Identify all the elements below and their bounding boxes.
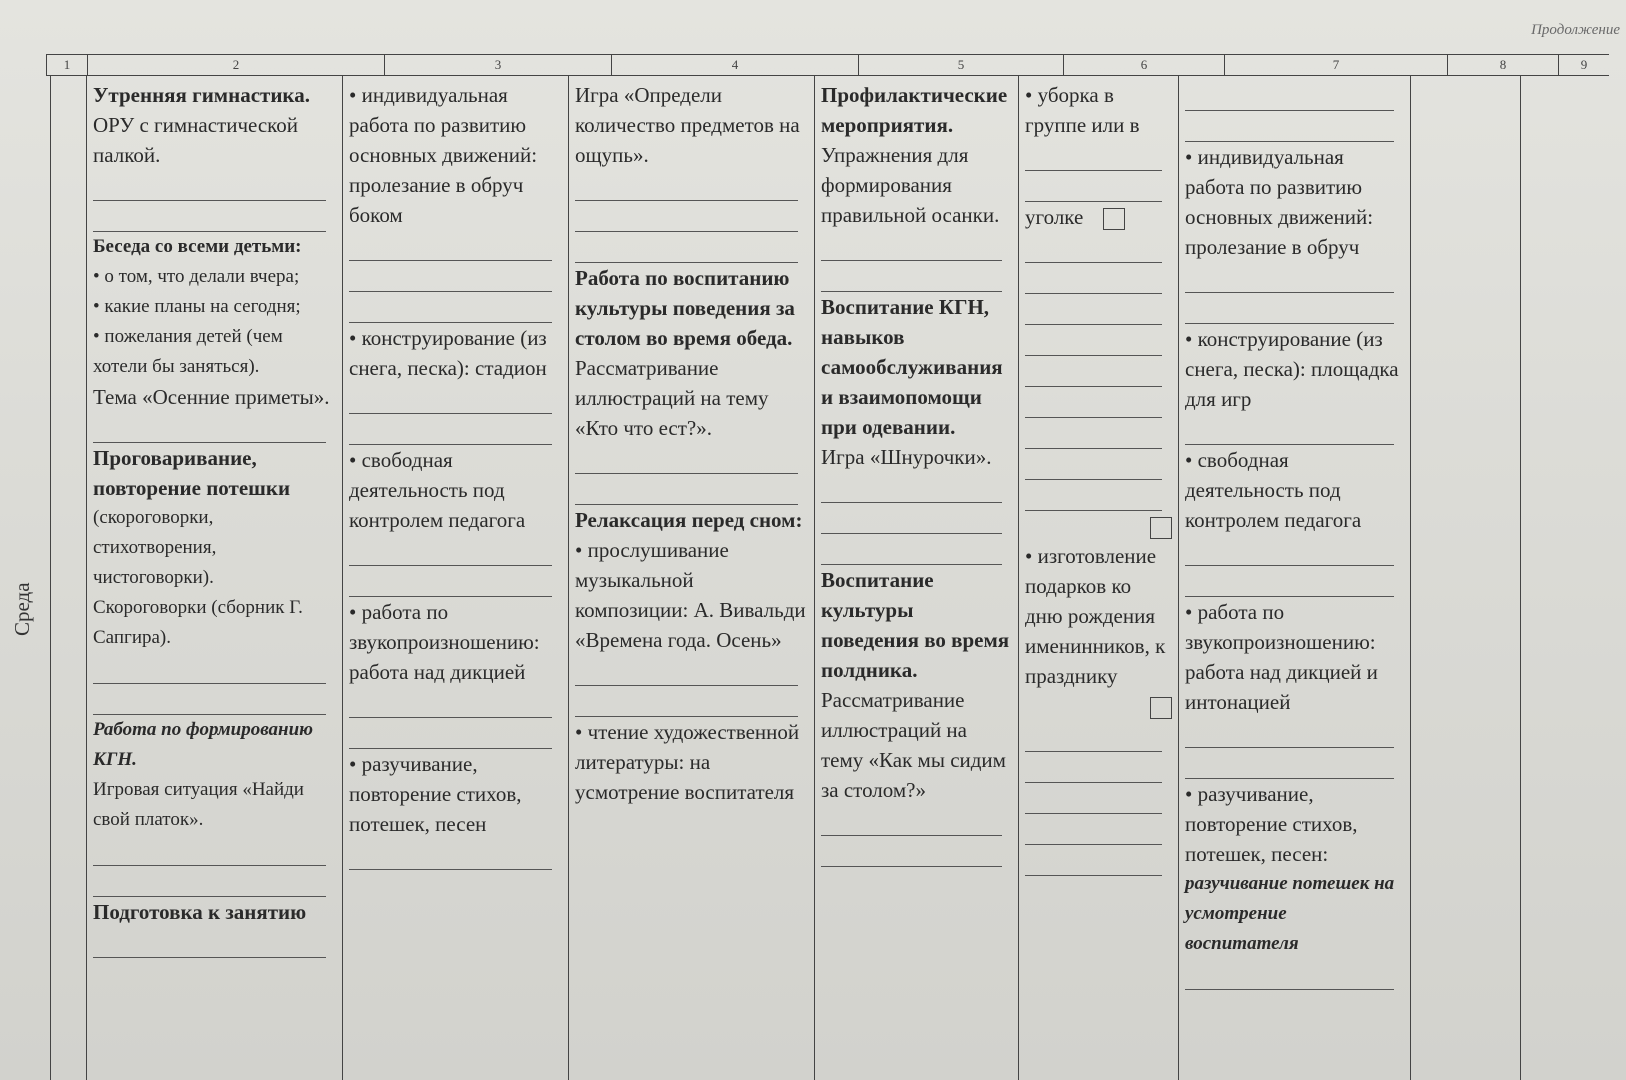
column-5: [814, 76, 1018, 1080]
tongue-twisters: Скороговорки (сборник Г. Сапгира).: [93, 597, 303, 648]
talk-item: • какие планы на сегодня;: [93, 296, 301, 317]
fill-line[interactable]: [1025, 387, 1162, 418]
col-number: 3: [384, 55, 611, 75]
recite-title: Проговаривание, повторение потешки: [93, 446, 291, 500]
fill-line[interactable]: [349, 687, 552, 718]
checkbox[interactable]: [1150, 697, 1172, 719]
col-number: 1: [46, 55, 87, 75]
fill-line[interactable]: [821, 261, 1002, 292]
activity-item: • индивидуальная работа по развитию основных движений: пролезание в обруч боком: [349, 83, 538, 227]
game-text: Игра «Определи количество предметов на ощупь».: [575, 83, 800, 167]
continuation-label: Продолжение: [1531, 22, 1620, 38]
relax-text: • прослушивание музыкальной композиции: А. Вивальди «Времена года. Осень»: [575, 538, 806, 652]
fill-line[interactable]: [93, 866, 326, 897]
fill-line[interactable]: [349, 230, 552, 261]
fill-line[interactable]: [575, 686, 798, 717]
fill-line[interactable]: [1025, 752, 1162, 783]
fill-line[interactable]: [1185, 566, 1394, 597]
fill-line[interactable]: [575, 474, 798, 505]
column-7: [1178, 76, 1410, 1080]
prep-title: Подготовка к занятию: [93, 900, 307, 924]
activity-item: • разучивание, повторение стихов, потешек, песен: [349, 752, 522, 836]
activity-item: • работа по звукопроизношению: работа над дикцией: [349, 600, 540, 684]
fill-line[interactable]: [821, 230, 1002, 261]
fill-line[interactable]: [1185, 748, 1394, 779]
snack-title: Воспитание культуры поведения во время полдника.: [821, 568, 1010, 682]
activity-item: • свободная деятельность под контролем педагога: [349, 448, 526, 532]
activity-item: • индивидуальная работа по развитию основных движений: пролезание в обруч: [1185, 145, 1374, 259]
fill-line[interactable]: [93, 653, 326, 684]
fill-line[interactable]: [93, 201, 326, 232]
kgn-title: Воспитание КГН, навыков самообслуживания и взаимопомощи при одевании.: [821, 295, 1003, 439]
recite-text: (скороговорки, стихотворения, чистоговорки).: [93, 507, 217, 588]
column-number-header: [46, 54, 1609, 76]
col-number: 8: [1447, 55, 1558, 75]
activity-item: • конструирование (из снега, песка): стадион: [349, 326, 547, 380]
fill-line[interactable]: [349, 535, 552, 566]
plan-table: [0, 76, 1626, 1080]
activity-item: • работа по звукопроизношению: работа над дикцией и интонацией: [1185, 600, 1378, 714]
activity-note: разучивание потешек на усмотрение воспитателя: [1185, 873, 1395, 954]
col-number: 9: [1558, 55, 1609, 75]
talk-item: • о том, что делали вчера;: [93, 266, 300, 287]
fill-line[interactable]: [1025, 171, 1162, 202]
fill-line[interactable]: [349, 261, 552, 292]
fill-line[interactable]: [349, 292, 552, 323]
fill-line[interactable]: [1025, 263, 1162, 294]
talk-title: Беседа со всеми детьми:: [93, 236, 302, 257]
fill-line[interactable]: [1025, 480, 1162, 511]
fill-line[interactable]: [1025, 418, 1162, 449]
relax-title: Релаксация перед сном:: [575, 508, 803, 532]
fill-line[interactable]: [1185, 111, 1394, 142]
fill-line[interactable]: [1185, 535, 1394, 566]
fill-line[interactable]: [1025, 721, 1162, 752]
fill-line[interactable]: [1185, 80, 1394, 111]
fill-line[interactable]: [821, 472, 1002, 503]
activity-item: • свободная деятельность под контролем педагога: [1185, 448, 1362, 532]
fill-line[interactable]: [349, 383, 552, 414]
col-number: 7: [1224, 55, 1447, 75]
activity-item: • разучивание, повторение стихов, потешек, песен:: [1185, 782, 1358, 866]
fill-line[interactable]: [349, 566, 552, 597]
cleaning-text: • уборка в группе или в: [1025, 83, 1140, 137]
fill-line[interactable]: [93, 170, 326, 201]
kgn-text: Игра «Шнурочки».: [821, 445, 992, 469]
fill-line[interactable]: [1025, 814, 1162, 845]
fill-line[interactable]: [1185, 262, 1394, 293]
col-number: 2: [87, 55, 384, 75]
prof-title: Профилактические мероприятия.: [821, 83, 1008, 137]
kgn-text: Игровая ситуация «Найди свой платок».: [93, 779, 304, 830]
fill-line[interactable]: [1025, 845, 1162, 876]
col-number: 6: [1063, 55, 1224, 75]
fill-line[interactable]: [821, 503, 1002, 534]
prof-text: Упражнения для формирования правильной осанки.: [821, 143, 1000, 227]
column-3: [342, 76, 568, 1080]
fill-line[interactable]: [821, 836, 1002, 867]
fill-line[interactable]: [93, 684, 326, 715]
fill-line[interactable]: [821, 805, 1002, 836]
snack-text: Рассматривание иллюстраций на тему «Как мы сидим за столом?»: [821, 688, 1006, 802]
col-number: 4: [611, 55, 858, 75]
talk-item: • пожелания детей (чем хотели бы заняться).: [93, 326, 283, 377]
fill-line[interactable]: [1025, 783, 1162, 814]
fill-line[interactable]: [1185, 959, 1394, 990]
kgn-title: Работа по формированию КГН.: [93, 719, 314, 770]
theme-text: Тема «Осенние приметы».: [93, 385, 330, 409]
column-4: [568, 76, 814, 1080]
corner-text: уголке: [1025, 205, 1084, 229]
fill-line[interactable]: [575, 655, 798, 686]
fill-line[interactable]: [93, 412, 326, 443]
fill-line[interactable]: [1185, 414, 1394, 445]
morning-title: Утренняя гимнастика.: [93, 83, 310, 107]
fill-line[interactable]: [93, 835, 326, 866]
fill-line[interactable]: [1185, 717, 1394, 748]
fill-line[interactable]: [575, 201, 798, 232]
reading-text: • чтение художественной литературы: на усмотрение воспитателя: [575, 720, 800, 804]
column-8: [1410, 76, 1520, 1080]
gifts-text: • изготовление подарков ко дню рождения именинников, к празднику: [1025, 544, 1166, 688]
fill-line[interactable]: [575, 170, 798, 201]
fill-line[interactable]: [93, 927, 326, 958]
culture-text: Рассматривание иллюстраций на тему «Кто что ест?».: [575, 356, 769, 440]
checkbox[interactable]: [1103, 208, 1125, 230]
activity-item: • конструирование (из снега, песка): площадка для игр: [1185, 327, 1399, 411]
fill-line[interactable]: [1025, 356, 1162, 387]
fill-line[interactable]: [1025, 232, 1162, 263]
column-9: [1520, 76, 1626, 1080]
morning-text: ОРУ с гимнастической палкой.: [93, 113, 299, 167]
fill-line[interactable]: [349, 839, 552, 870]
fill-line[interactable]: [349, 414, 552, 445]
fill-line[interactable]: [1025, 325, 1162, 356]
column-2: [86, 76, 342, 1080]
culture-title: Работа по воспитанию культуры поведения за столом во время обеда.: [575, 266, 795, 350]
fill-line[interactable]: [1185, 293, 1394, 324]
fill-line[interactable]: [821, 534, 1002, 565]
fill-line[interactable]: [575, 443, 798, 474]
fill-line[interactable]: [1025, 294, 1162, 325]
day-column: [0, 76, 51, 1080]
day-label: Среда: [10, 582, 34, 636]
column-6: [1018, 76, 1178, 1080]
fill-line[interactable]: [575, 232, 798, 263]
col-number: 5: [858, 55, 1063, 75]
fill-line[interactable]: [349, 718, 552, 749]
fill-line[interactable]: [1025, 140, 1162, 171]
fill-line[interactable]: [1025, 449, 1162, 480]
checkbox[interactable]: [1150, 517, 1172, 539]
